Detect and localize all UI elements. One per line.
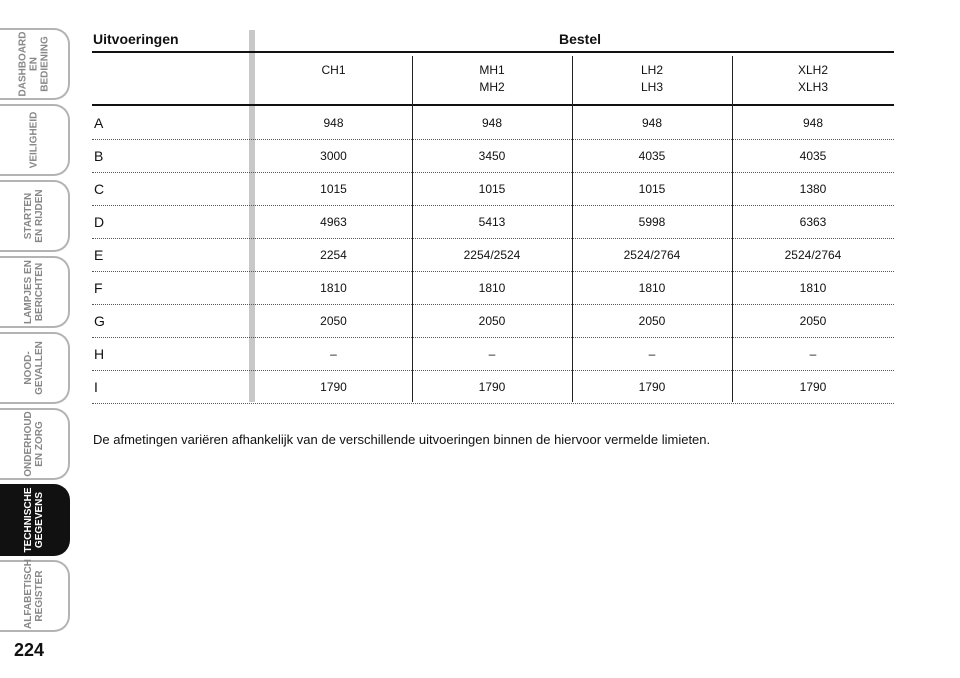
- row-label: H: [94, 346, 105, 362]
- cell: 4035: [799, 149, 827, 163]
- cell: 3450: [478, 149, 506, 163]
- model-name: LH3: [640, 80, 663, 94]
- cell: 1790: [320, 380, 347, 394]
- cell: –: [648, 347, 656, 361]
- tab-dashboard[interactable]: [0, 28, 70, 100]
- cell: 5998: [638, 215, 666, 229]
- tab-alfabetisch-register[interactable]: [0, 560, 70, 632]
- tab-lampjes[interactable]: [0, 256, 70, 328]
- page-number: 224: [14, 640, 45, 660]
- model-name: LH2: [640, 63, 663, 77]
- model-col-2: [412, 62, 572, 104]
- cell: 1790: [799, 380, 827, 394]
- cell: 948: [802, 116, 824, 130]
- model-col-4: [732, 62, 894, 104]
- tab-label: LAMPJES EN BERICHTEN: [23, 260, 45, 324]
- tab-label: VEILIGHEID: [28, 111, 40, 169]
- table-row: [92, 173, 894, 206]
- tab-label: ONDERHOUD EN ZORG: [23, 411, 45, 477]
- row-label: A: [94, 115, 104, 131]
- cell: 1015: [638, 182, 666, 196]
- cell: 1015: [320, 182, 347, 196]
- cell: 2050: [638, 314, 666, 328]
- tab-starten[interactable]: [0, 180, 70, 252]
- tab-label: ALFABETISCH REGISTER: [23, 559, 45, 629]
- row-label: D: [94, 214, 105, 230]
- cell: 4035: [638, 149, 666, 163]
- cell: 948: [481, 116, 503, 130]
- model-name: MH1: [479, 63, 505, 77]
- header-group: Bestel: [558, 31, 602, 47]
- cell: 1810: [638, 281, 666, 295]
- cell: 1810: [320, 281, 347, 295]
- model-header-row: [92, 56, 894, 104]
- cell: –: [809, 347, 817, 361]
- table-row: [92, 272, 894, 305]
- table-row: [92, 239, 894, 272]
- cell: 1790: [638, 380, 666, 394]
- header-rule: [92, 51, 894, 53]
- cell: –: [488, 347, 496, 361]
- cell: 2050: [799, 314, 827, 328]
- model-name: CH1: [321, 63, 346, 77]
- cell: 948: [323, 116, 344, 130]
- cell: 6363: [799, 215, 827, 229]
- tab-veiligheid[interactable]: [0, 104, 70, 176]
- row-label: G: [94, 313, 105, 329]
- cell: 5413: [478, 215, 506, 229]
- footnote: De afmetingen variëren afhankelijk van de verschillende uitvoeringen binnen de hiervoor vermelde limieten.: [93, 432, 711, 447]
- cell: 2050: [478, 314, 506, 328]
- tab-label: STARTEN EN RIJDEN: [23, 189, 45, 243]
- header-variant: Uitvoeringen: [93, 31, 179, 47]
- table-row: [92, 305, 894, 338]
- cell: 1790: [478, 380, 506, 394]
- cell: 2254: [320, 248, 347, 262]
- table-row: [92, 107, 894, 140]
- cell: 1380: [799, 182, 827, 196]
- row-label: B: [94, 148, 104, 164]
- tab-noodgevallen[interactable]: [0, 332, 70, 404]
- cell: 948: [641, 116, 663, 130]
- model-col-3: [572, 62, 732, 104]
- tab-label: DASHBOARD EN BEDIENING: [17, 31, 51, 97]
- cell: 1810: [799, 281, 827, 295]
- cell: 2254/2524: [463, 248, 521, 262]
- cell: –: [330, 347, 337, 361]
- model-col-1: [255, 62, 412, 104]
- model-name: XLH3: [797, 80, 829, 94]
- tab-label: NOOD- GEVALLEN: [23, 341, 45, 395]
- row-label: I: [94, 379, 98, 395]
- table-row: [92, 206, 894, 239]
- cell: 3000: [320, 149, 347, 163]
- table-row: [92, 338, 894, 371]
- cell: 1810: [478, 281, 506, 295]
- cell: 1015: [478, 182, 506, 196]
- cell: 2524/2764: [623, 248, 681, 262]
- table-row: [92, 371, 894, 404]
- model-name: MH2: [479, 80, 505, 94]
- row-label: F: [94, 280, 103, 296]
- section-tabs: [0, 28, 74, 636]
- tab-label: TECHNISCHE GEGEVENS: [23, 487, 45, 553]
- tab-onderhoud[interactable]: [0, 408, 70, 480]
- tab-technische-gegevens[interactable]: [0, 484, 70, 556]
- table-row: [92, 140, 894, 173]
- model-name: XLH2: [797, 63, 829, 77]
- dimensions-table: [92, 107, 894, 404]
- cell: 4963: [320, 215, 347, 229]
- row-label: E: [94, 247, 104, 263]
- cell: 2524/2764: [784, 248, 842, 262]
- cell: 2050: [320, 314, 347, 328]
- models-rule: [92, 104, 894, 106]
- row-label: C: [94, 181, 105, 197]
